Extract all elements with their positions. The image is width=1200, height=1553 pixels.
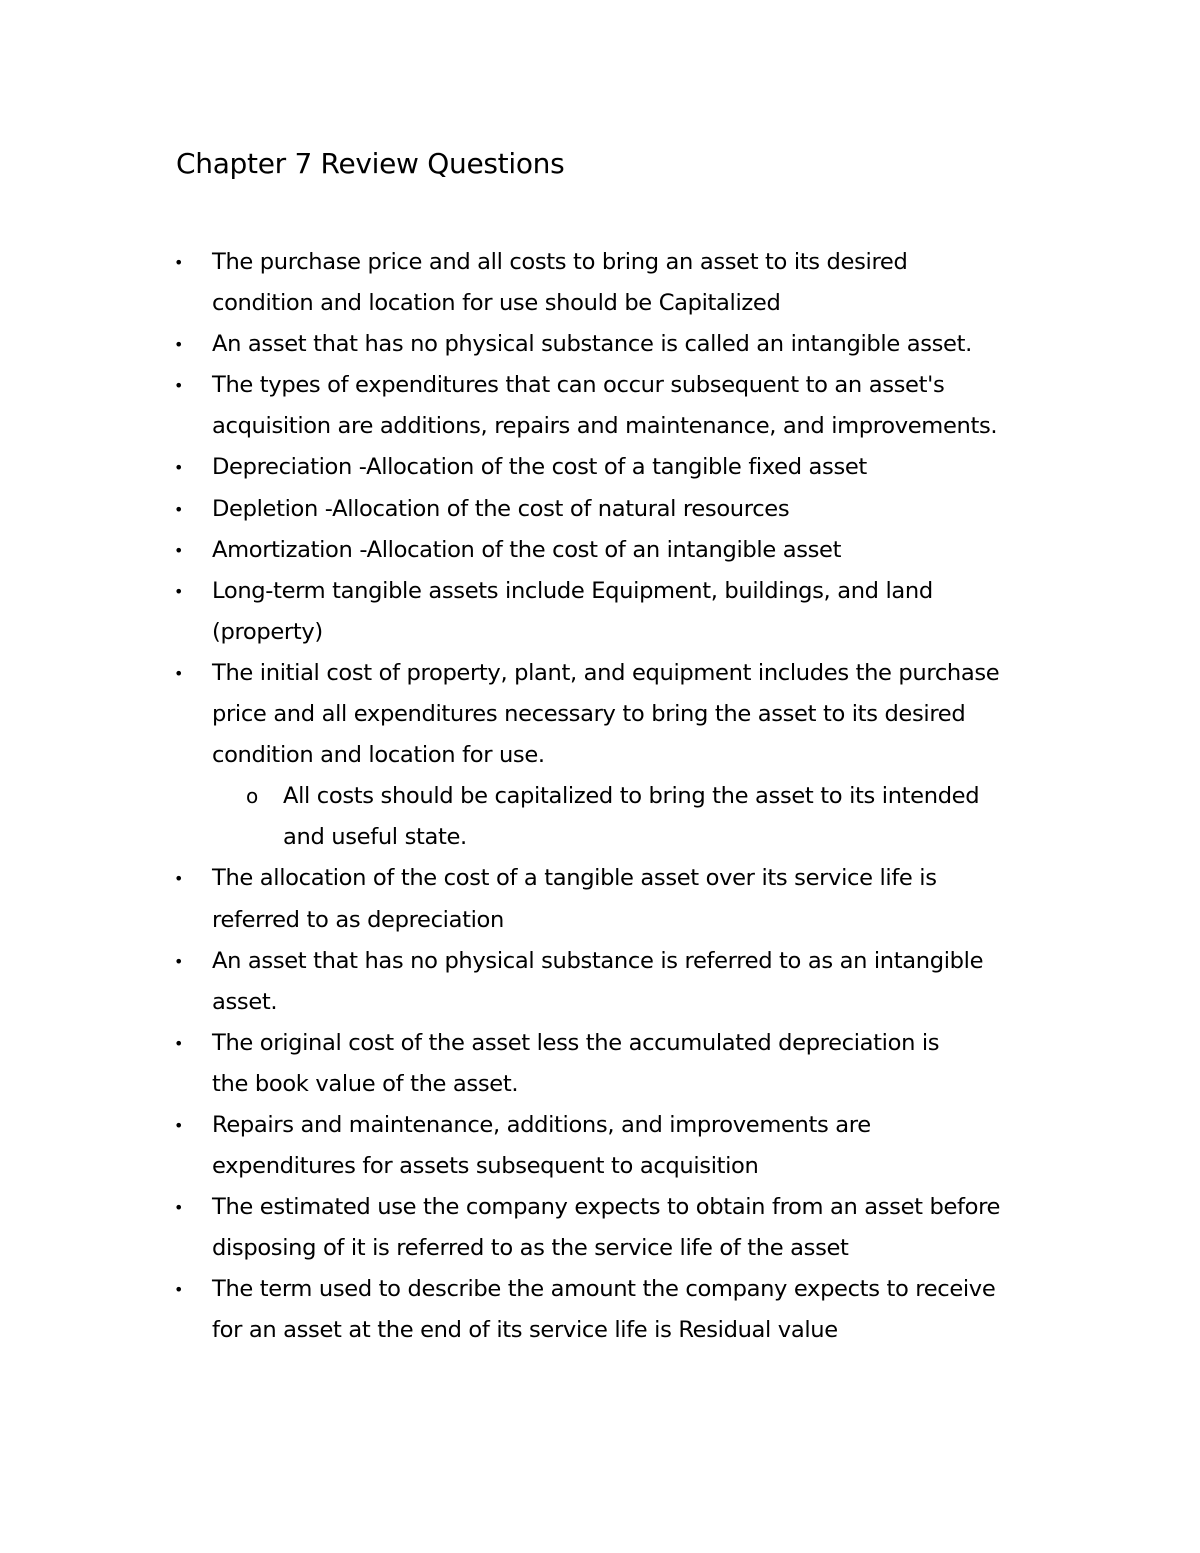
item-text-line: price and all expenditures necessary to bring the asset to its desired — [212, 701, 966, 728]
list-item — [0, 941, 1072, 1023]
sub-list-item — [0, 776, 1083, 858]
list-item — [0, 530, 1072, 571]
bullet-icon: • — [174, 1115, 184, 1135]
item-text-line: The initial cost of property, plant, and equipment includes the purchase — [212, 659, 1000, 686]
list-item — [0, 324, 1072, 365]
sub-item-text-line: and useful state. — [283, 824, 467, 851]
item-text-line: The term used to describe the amount the company expects to receive — [212, 1276, 996, 1303]
review-question-list — [0, 242, 1200, 1352]
item-text-line: condition and location for use should be Capitalized — [212, 290, 781, 317]
list-item — [0, 447, 1072, 488]
item-text-line: The estimated use the company expects to obtain from an asset before — [212, 1194, 1001, 1221]
bullet-icon: • — [174, 951, 184, 971]
item-text-line: for an asset at the end of its service life is Residual value — [212, 1317, 838, 1344]
item-text-line: (property) — [212, 618, 323, 645]
page-title: Chapter 7 Review Questions — [176, 147, 565, 180]
item-text-line: acquisition are additions, repairs and maintenance, and improvements. — [212, 413, 998, 440]
list-item — [0, 858, 1072, 940]
bullet-icon: • — [174, 376, 184, 396]
bullet-icon: • — [174, 1280, 184, 1300]
list-item — [0, 571, 1072, 653]
item-text-line: Depreciation -Allocation of the cost of a tangible fixed asset — [212, 454, 867, 481]
bullet-icon: • — [174, 581, 184, 601]
item-text-line: referred to as depreciation — [212, 906, 504, 933]
list-item — [0, 1269, 1072, 1351]
item-text-line: disposing of it is referred to as the service life of the asset — [212, 1235, 849, 1262]
bullet-icon: • — [174, 458, 184, 478]
item-text-line: An asset that has no physical substance is called an intangible asset. — [212, 331, 972, 358]
list-item — [0, 1023, 1072, 1105]
list-item — [0, 242, 1072, 324]
sub-item-text-line: All costs should be capitalized to bring the asset to its intended — [283, 783, 980, 810]
item-text-line: The types of expenditures that can occur subsequent to an asset's — [212, 372, 945, 399]
bullet-icon: • — [174, 1198, 184, 1218]
list-item — [0, 1187, 1072, 1269]
bullet-icon: • — [174, 869, 184, 889]
bullet-icon: • — [174, 253, 184, 272]
bullet-icon: • — [174, 499, 184, 519]
item-text-line: asset. — [212, 988, 278, 1015]
item-text-line: Amortization -Allocation of the cost of an intangible asset — [212, 536, 842, 563]
list-item — [0, 489, 1072, 530]
item-text-line: An asset that has no physical substance is referred to as an intangible — [212, 947, 984, 974]
item-text-line: the book value of the asset. — [212, 1070, 519, 1097]
sub-bullet-icon: o — [246, 784, 258, 809]
bullet-icon: • — [174, 540, 184, 560]
item-text-line: The original cost of the asset less the accumulated depreciation is — [212, 1029, 940, 1056]
bullet-icon: • — [174, 663, 184, 683]
item-text-line: condition and location for use. — [212, 742, 545, 769]
list-item — [0, 653, 1072, 776]
item-text-line: The allocation of the cost of a tangible asset over its service life is — [212, 865, 937, 892]
item-text-line: Depletion -Allocation of the cost of natural resources — [212, 495, 790, 522]
item-text-line: Repairs and maintenance, additions, and improvements are — [212, 1111, 871, 1138]
item-text-line: Long-term tangible assets include Equipment, buildings, and land — [212, 577, 933, 604]
bullet-icon: • — [174, 335, 184, 355]
item-text-line: expenditures for assets subsequent to acquisition — [212, 1153, 759, 1180]
list-item — [0, 365, 1072, 447]
list-item — [0, 1105, 1072, 1187]
bullet-icon: • — [174, 1033, 184, 1053]
item-text-line: The purchase price and all costs to bring an asset to its desired — [212, 249, 908, 275]
